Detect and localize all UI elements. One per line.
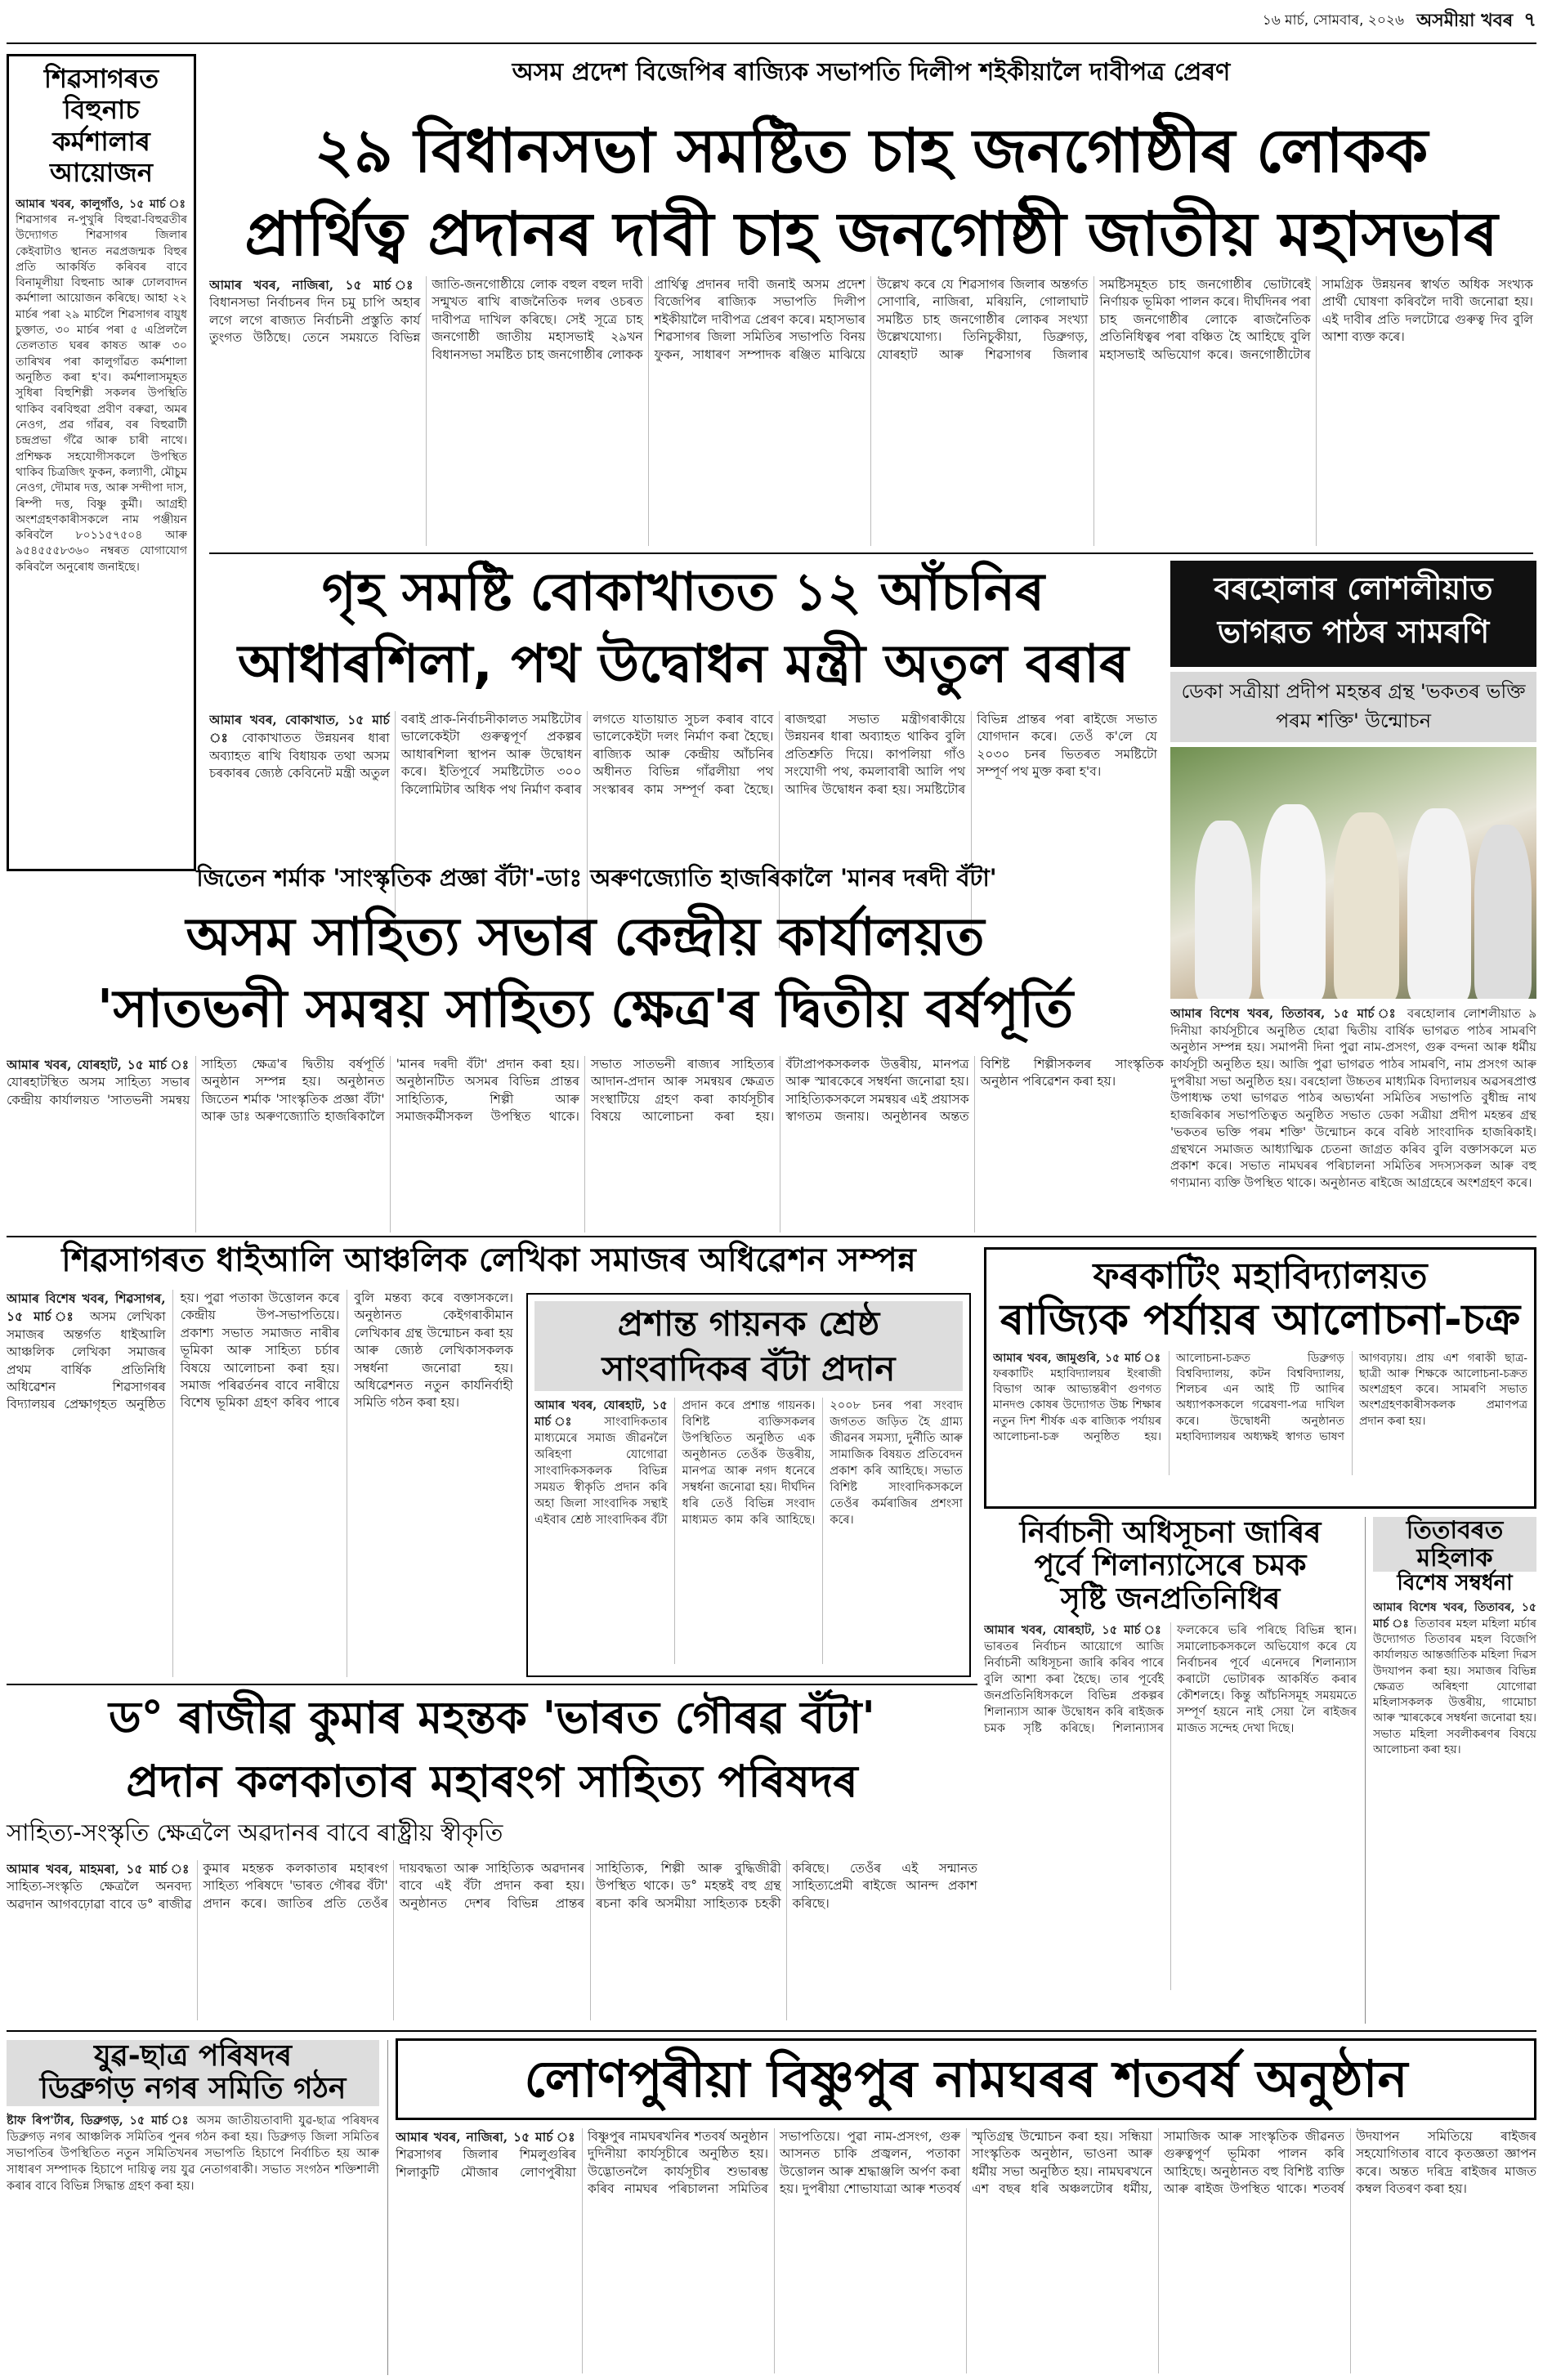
titabar-headline-2: মহিলাক	[1373, 1545, 1536, 1572]
top-story-headline-2: প্ৰাৰ্থিত্ব প্ৰদানৰ দাবী চাহ জনগোষ্ঠী জাতীয় মহাসভাৰ	[244, 199, 1498, 270]
masthead	[899, 5, 1536, 41]
farkating-story	[984, 1247, 1536, 1509]
nirbachani-headline-3: সৃষ্টি জনপ্ৰতিনিধিৰ	[1060, 1581, 1281, 1616]
barhola-photo	[1170, 747, 1536, 999]
masthead-date: ১৬ মাৰ্চ, সোমবাৰ, ২০২৬	[1262, 12, 1405, 29]
chatra-text: অসম জাতীয়তাবাদী যুৱ-ছাত্ৰ পৰিষদৰ ডিব্ৰুগড় নগৰ আঞ্চলিক সমিতিৰ পুনৰ গঠন কৰা হয়। ডিব্ৰুগড় জিলা সমিতিৰ সভাপতিৰ উপস্থিতিত নতুন সমিতিখনৰ সভাপতি হিচাপে নিৰ্বাচিত হয় আৰু সাধাৰণ সম্পাদক হিচাপে দায়িত্ব লয় যুৱ নেতাগৰাকী। সভাত সংগঠন শক্তিশালী কৰাৰ বাবে বিভিন্ন সিদ্ধান্ত গ্ৰহণ কৰা হয়।	[7, 2114, 379, 2193]
lonpuria-body	[396, 2128, 1536, 2373]
masthead-page-number: ৭	[1523, 8, 1536, 31]
farkating-text: ফৰকাটিং মহাবিদ্যালয়ৰ ইংৰাজী বিভাগ আৰু আভ্যন্তৰীণ গুণগত মানদণ্ড কোষৰ উদ্যোগত উচ্চ শিক্ষাৰ নতুন দিশ শীৰ্ষক এক ৰাজ্যিক পৰ্যায়ৰ আলোচনা-চক্ৰ অনুষ্ঠিত হয়। আলোচনা-চক্ৰত ডিব্ৰুগড় বিশ্ববিদ্যালয়, কটন বিশ্ববিদ্যালয়, শিলচৰ এন আই টি আদিৰ অধ্যাপকসকলে গৱেষণা-পত্ৰ দাখিল কৰে। উদ্বোধনী অনুষ্ঠানত মহাবিদ্যালয়ৰ অধ্যক্ষই স্বাগত ভাষণ আগবঢ়ায়। প্ৰায় এশ গৰাকী ছাত্ৰ-ছাত্ৰী আৰু শিক্ষকে আলোচনা-চক্ৰত অংশগ্ৰহণ কৰে। সামৰণি সভাত অংশগ্ৰহণকাৰীসকলক প্ৰমাণপত্ৰ প্ৰদান কৰা হয়।	[993, 1351, 1527, 1444]
barhola-headline: বৰহোলাৰ লোশলীয়াত ভাগৱত পাঠৰ সামৰণি	[1214, 570, 1493, 651]
chatra-dateline: ষ্টাফ ৰিপ'ৰ্টাৰ, ডিব্ৰুগড়, ১৫ মাৰ্চ ঃ	[7, 2113, 191, 2127]
nirbachani-body	[984, 1622, 1357, 1990]
rajib-subhead: সাহিত্য-সংস্কৃতি ক্ষেত্ৰলৈ অৱদানৰ বাবে ৰাষ্ট্ৰীয় স্বীকৃতি	[7, 1819, 503, 1846]
chatra-story	[7, 2040, 379, 2375]
person-figure	[1334, 812, 1399, 999]
top-story-text: বিধানসভা নিৰ্বাচনৰ দিন চমু চাপি অহাৰ লগে লগে ৰাজ্যত নিৰ্বাচনী প্ৰস্তুতি কাৰ্য তুংগত উঠিছে। তেনে সময়তে বিভিন্ন জাতি-জনগোষ্ঠীয়ে লোক বহুল বহুল দাবী সন্মুখত ৰাখি ৰাজনৈতিক দলৰ ওচৰত দাবীপত্ৰ দাখিল কৰিছে। সেই সূত্ৰে চাহ জনগোষ্ঠী জাতীয় মহাসভাই ২৯খন বিধানসভা সমষ্টিত চাহ জনগোষ্ঠীৰ লোকক প্ৰাৰ্থিত্ব প্ৰদানৰ দাবী জনাই অসম প্ৰদেশ বিজেপিৰ ৰাজ্যিক সভাপতি দিলীপ শইকীয়ালৈ দাবীপত্ৰ প্ৰেৰণ কৰে। মহাসভাৰ শিৱসাগৰ জিলা সমিতিৰ সভাপতি বিনয় ফুকন, সাধাৰণ সম্পাদক ৰঞ্জিত মাঝিয়ে উল্লেখ কৰে যে শিৱসাগৰ জিলাৰ অন্তৰ্গত সোণাৰি, নাজিৰা, মৰিয়নি, গোলাঘাট সমষ্টিত চাহ জনগোষ্ঠীৰ লোকৰ সংখ্যা উল্লেখযোগ্য। তিনিচুকীয়া, ডিব্ৰুগড়, যোৰহাট আৰু শিৱসাগৰ জিলাৰ সমষ্টিসমূহত চাহ জনগোষ্ঠীৰ ভোটাৰেই নিৰ্ণায়ক ভূমিকা পালন কৰে। দীৰ্ঘদিনৰ পৰা চাহ জনগোষ্ঠীৰ লোকে ৰাজনৈতিক প্ৰতিনিধিত্বৰ পৰা বঞ্চিত হৈ আহিছে বুলি মহাসভাই অভিযোগ কৰে। জনগোষ্ঠীটোৰ সামগ্ৰিক উন্নয়নৰ স্বাৰ্থত অধিক সংখ্যক প্ৰাৰ্থী ঘোষণা কৰিবলৈ দাবী জনোৱা হয়। এই দাবীৰ প্ৰতি দলটোৱে গুৰুত্ব দিব বুলি আশা ব্যক্ত কৰে।	[209, 277, 1533, 362]
top-story-dateline: আমাৰ খবৰ, নাজিৰা, ১৫ মাৰ্চ ঃ	[209, 277, 421, 293]
lekhika-text: অসম লেখিকা সমাজৰ অন্তৰ্গত ধাইআলি আঞ্চলিক লেখিকা সমাজৰ প্ৰথম বাৰ্ষিক প্ৰতিনিধি অধিৱেশন শিৱসাগৰৰ বিদ্যালয়ৰ প্ৰেক্ষাগৃহত অনুষ্ঠিত হয়। পুৱা পতাকা উত্তোলন কৰে কেন্দ্ৰীয় উপ-সভাপতিয়ে। প্ৰকাশ্য সভাত সমাজত নাৰীৰ ভূমিকা আৰু সাহিত্য চৰ্চাৰ বিষয়ে আলোচনা কৰা হয়। সমাজ পৰিৱৰ্তনৰ বাবে নাৰীয়ে বিশেষ ভূমিকা গ্ৰহণ কৰিব পাৰে বুলি মন্তব্য কৰে বক্তাসকলে। অনুষ্ঠানত কেইগৰাকীমান লেখিকাৰ গ্ৰন্থ উন্মোচন কৰা হয় আৰু জ্যেষ্ঠ লেখিকাসকলক সম্বৰ্ধনা জনোৱা হয়। অধিৱেশনত নতুন কাৰ্যনিৰ্বাহী সমিতি গঠন কৰা হয়।	[7, 1291, 513, 1412]
bokakhat-text: বোকাখাতত উন্নয়নৰ ধাৰা অব্যাহত ৰাখি বিধায়ক তথা অসম চৰকাৰৰ জ্যেষ্ঠ কেবিনেট মন্ত্ৰী অতুল বৰাই প্ৰাক-নিৰ্বাচনীকালত সমষ্টিটোৰ ভালেকেইটা গুৰুত্বপূৰ্ণ প্ৰকল্পৰ আধাৰশিলা স্থাপন আৰু উদ্বোধন কৰে। ইতিপূৰ্বে সমষ্টিটোত ৩০০ কিলোমিটাৰ অধিক পথ নিৰ্মাণ কৰাৰ লগতে যাতায়াত সুচল কৰাৰ বাবে ভালেকেইটা দলং নিৰ্মাণ কৰা হৈছে। ৰাজ্যিক আৰু কেন্দ্ৰীয় আঁচনিৰ অধীনত বিভিন্ন গাঁৱলীয়া পথ সংস্কাৰৰ কাম সম্পূৰ্ণ কৰা হৈছে। ৰাজহুৱা সভাত মন্ত্ৰীগৰাকীয়ে উন্নয়নৰ ধাৰা অব্যাহত থাকিব বুলি প্ৰতিশ্ৰুতি দিয়ে। কাপলিয়া গাঁও সংযোগী পথ, কমলাবাৰী আলি পথ আদিৰ উদ্বোধন কৰা হয়। সমষ্টিটোৰ বিভিন্ন প্ৰান্তৰ পৰা ৰাইজে সভাত যোগদান কৰে। তেওঁ ক'লে যে ২০৩০ চনৰ ভিতৰত সমষ্টিটো সম্পূৰ্ণ পথ মুক্ত কৰা হ'ব।	[209, 712, 1157, 797]
lonpuria-headline-box	[396, 2038, 1536, 2120]
rajib-text: সাহিত্য-সংস্কৃতি ক্ষেত্ৰলৈ অনবদ্য অৱদান আগবঢ়োৱা বাবে ড° ৰাজীৱ কুমাৰ মহন্তক কলকাতাৰ মহাৰংগ সাহিত্য পৰিষদে 'ভাৰত গৌৰৱ বঁটা' প্ৰদান কৰে। জাতিৰ প্ৰতি তেওঁৰ দায়বদ্ধতা আৰু সাহিত্যিক অৱদানৰ বাবে এই বঁটা প্ৰদান কৰা হয়। অনুষ্ঠানত দেশৰ বিভিন্ন প্ৰান্তৰ সাহিত্যিক, শিল্পী আৰু বুদ্ধিজীৱী উপস্থিত থাকে। ড° মহন্তই বহু গ্ৰন্থ ৰচনা কৰি অসমীয়া সাহিত্যক চহকী কৰিছে। তেওঁৰ এই সন্মানত সাহিত্যপ্ৰেমী ৰাইজে আনন্দ প্ৰকাশ কৰিছে।	[7, 1861, 977, 1912]
rajib-dateline: আমাৰ খবৰ, মাহমৰা, ১৫ মাৰ্চ ঃ	[7, 1861, 192, 1877]
barhola-headline-band	[1170, 561, 1536, 667]
masthead-paper-name: অসমীয়া খবৰ	[1416, 10, 1514, 31]
titabar-divider	[1365, 1517, 1366, 2024]
nirbachani-dateline: আমাৰ খবৰ, যোৰহাট, ১৫ মাৰ্চ ঃ	[984, 1622, 1164, 1637]
lonpuria-dateline: আমাৰ খবৰ, নাজিৰা, ১৫ মাৰ্চ ঃ	[396, 2129, 576, 2145]
rajib-headline-1: ড° ৰাজীৱ কুমাৰ মহন্তক 'ভাৰত গৌৰৱ বঁটা'	[109, 1692, 875, 1743]
left-box-headline: শিৱসাগৰত বিহুনাচ কৰ্মশালাৰ আয়োজন	[43, 63, 159, 189]
rule-before-rajib	[7, 1684, 977, 1685]
barhola-text: বৰহোলাৰ লোশলীয়াত ৯ দিনীয়া কাৰ্যসূচীৰে অনুষ্ঠিত হোৱা দ্বিতীয় বাৰ্ষিক ভাগৱত পাঠৰ সামৰণি অনুষ্ঠান সম্পন্ন হয়। সমাপনী দিনা পুৱা নাম-প্ৰসংগ, গুৰু বন্দনা আৰু ধৰ্মীয় কাৰ্যসূচী অনুষ্ঠিত হয়। আজি পুৱা ভাগৱত পাঠৰ সামৰণি, নাম প্ৰসংগ আৰু দুপৰীয়া সভা অনুষ্ঠিত হয়। বৰহোলা উচ্চতৰ মাধ্যমিক বিদ্যালয়ৰ অৱসৰপ্ৰাপ্ত উপাধ্যক্ষ তথা ভাগৱত পাঠৰ অভ্যৰ্থনা সমিতিৰ সভাপতি বুধীন্দ্ৰ নাথ হাজৰিকাৰ সভাপতিত্বত অনুষ্ঠিত সভাত ডেকা সত্ৰীয়া প্ৰদীপ মহন্তৰ গ্ৰন্থ 'ভকতৰ ভক্তি পৰম শক্তি' উন্মোচন কৰে বৰিষ্ঠ সাংবাদিক হাজৰিকাই। গ্ৰন্থখনে সমাজত আধ্যাত্মিক চেতনা জাগ্ৰত কৰিব বুলি বক্তাসকলে মত প্ৰকাশ কৰে। সভাত নামঘৰৰ পৰিচালনা সমিতিৰ সদস্যসকল আৰু বহু গণ্যমান্য ব্যক্তি উপস্থিত থাকে। অনুষ্ঠানত ৰাইজে আগ্ৰহেৰে অংশগ্ৰহণ কৰে।	[1170, 1006, 1536, 1190]
left-box-body	[16, 197, 187, 851]
bokakhat-headline-1: গৃহ সমষ্টি বোকাখাতত ১২ আঁচনিৰ	[321, 562, 1045, 623]
titabar-body	[1373, 1600, 1536, 1976]
farkating-dateline: আমাৰ খবৰ, জামুগুৰি, ১৫ মাৰ্চ ঃ	[993, 1351, 1161, 1365]
chatra-body	[7, 2113, 379, 2342]
gayanak-story	[526, 1293, 971, 1677]
gayanak-headline-1: প্ৰশান্ত গায়নক শ্ৰেষ্ঠ	[534, 1301, 963, 1346]
top-story-body	[209, 276, 1533, 546]
nirbachani-headline-1: নিৰ্বাচনী অধিসূচনা জাৰিৰ	[1019, 1516, 1322, 1550]
rajib-headline-2: প্ৰদান কলকাতাৰ মহাৰংগ সাহিত্য পৰিষদৰ	[126, 1756, 858, 1807]
gayanak-text: সাংবাদিকতাৰ মাধ্যমেৰে সমাজ জীৱনলৈ অৰিহণা যোগোৱা সাংবাদিকসকলক বিভিন্ন সময়ত স্বীকৃতি প্ৰদান কৰি অহা জিলা সাংবাদিক সন্থাই এইবাৰ শ্ৰেষ্ঠ সাংবাদিকৰ বঁটা প্ৰদান কৰে প্ৰশান্ত গায়নক। বিশিষ্ট ব্যক্তিসকলৰ উপস্থিতিত অনুষ্ঠিত এক অনুষ্ঠানত তেওঁক উত্তৰীয়, মানপত্ৰ আৰু নগদ ধনেৰে সম্বৰ্ধনা জনোৱা হয়। দীৰ্ঘদিন ধৰি তেওঁ বিভিন্ন সংবাদ মাধ্যমত কাম কৰি আহিছে। ২০০৮ চনৰ পৰা সংবাদ জগতত জড়িত হৈ গ্ৰাম্য জীৱনৰ সমস্যা, দুৰ্নীতি আৰু সামাজিক বিষয়ত প্ৰতিবেদন প্ৰকাশ কৰি আহিছে। সভাত বিশিষ্ট সাংবাদিকসকলে তেওঁৰ কৰ্মৰাজিৰ প্ৰশংসা কৰে।	[534, 1399, 963, 1528]
rule-before-bottom	[7, 2030, 1536, 2032]
bokakhat-dateline: আমাৰ খবৰ, বোকাখাত, ১৫ মাৰ্চ ঃ	[209, 712, 390, 746]
lonpuria-text: শিৱসাগৰ জিলাৰ শিমলুগুৰিৰ শিলাকুটি মৌজাৰ লোণপুৰীয়া বিষ্ণুপুৰ নামঘৰখনিৰ শতবৰ্ষ অনুষ্ঠান দুদিনীয়া কাৰ্যসূচীৰে অনুষ্ঠিত হয়। উদ্ভোতনলৈ কাৰ্যসূচীৰ শুভাৰম্ভ কৰিব নামঘৰ পৰিচালনা সমিতিৰ সভাপতিয়ে। পুৱা নাম-প্ৰসংগ, গুৰু আসনত চাকি প্ৰজ্বলন, পতাকা উত্তোলন আৰু শ্ৰদ্ধাঞ্জলি অৰ্পণ কৰা হয়। দুপৰীয়া শোভাযাত্ৰা আৰু শতবৰ্ষ স্মৃতিগ্ৰন্থ উন্মোচন কৰা হয়। সন্ধিয়া সাংস্কৃতিক অনুষ্ঠান, ভাওনা আৰু ধৰ্মীয় সভা অনুষ্ঠিত হয়। নামঘৰখনে এশ বছৰ ধৰি অঞ্চলটোৰ ধৰ্মীয়, সামাজিক আৰু সাংস্কৃতিক জীৱনত গুৰুত্বপূৰ্ণ ভূমিকা পালন কৰি আহিছে। অনুষ্ঠানত বহু বিশিষ্ট ব্যক্তি আৰু ৰাইজ উপস্থিত থাকে। শতবৰ্ষ উদযাপন সমিতিয়ে ৰাইজৰ সহযোগিতাৰ বাবে কৃতজ্ঞতা জ্ঞাপন কৰে। অন্তত দৰিদ্ৰ ৰাইজৰ মাজত কম্বল বিতৰণ কৰা হয়।	[396, 2129, 1536, 2197]
nirbachani-story	[984, 1517, 1357, 2024]
person-figure	[1407, 808, 1471, 999]
barhola-subhead: ডেকা সত্ৰীয়া প্ৰদীপ মহন্তৰ গ্ৰন্থ 'ভকতৰ ভক্তি পৰম শক্তি' উন্মোচন	[1181, 680, 1526, 732]
awards-kicker: জিতেন শৰ্মাক 'সাংস্কৃতিক প্ৰজ্ঞা বঁটা'-ডাঃ অৰুণজ্যোতি হাজৰিকালৈ 'মানৰ দৰদী বঁটা'	[196, 864, 997, 892]
sahitya-body	[7, 1056, 1164, 1232]
person-figure	[1195, 821, 1252, 999]
titabar-dateline: আমাৰ বিশেষ খবৰ, তিতাবৰ, ১৫ মাৰ্চ ঃ	[1373, 1601, 1536, 1631]
nirbachani-text: ভাৰতৰ নিৰ্বাচন আয়োগে আজি নিৰ্বাচনী অধিসূচনা জাৰি কৰিব পাৰে বুলি আশা কৰা হৈছে। তাৰ পূৰ্বেই জনপ্ৰতিনিধিসকলে বিভিন্ন প্ৰকল্পৰ শিলান্যাস আৰু উদ্বোধন কৰি ৰাইজক চমক সৃষ্টি কৰিছে। শিলান্যাসৰ ফলকেৰে ভৰি পৰিছে বিভিন্ন স্থান। সমালোচকসকলে অভিযোগ কৰে যে নিৰ্বাচনৰ পূৰ্বে এনেদৰে শিলান্যাস কৰাটো ভোটাৰক আকৰ্ষিত কৰাৰ কৌশলহে। কিন্তু আঁচনিসমূহ সময়মতে সম্পূৰ্ণ হয়নে নাই সেয়া লৈ ৰাইজৰ মাজত সন্দেহ দেখা দিছে।	[984, 1623, 1357, 1735]
chatra-headline-2: ডিব্ৰুগড় নগৰ সমিতি গঠন	[7, 2073, 379, 2105]
person-figure	[1260, 804, 1326, 999]
gayanak-dateline: আমাৰ খবৰ, যোৰহাট, ১৫ মাৰ্চ ঃ	[534, 1398, 668, 1429]
lekhika-dateline: আমাৰ বিশেষ খবৰ, শিৱসাগৰ, ১৫ মাৰ্চ ঃ	[7, 1291, 166, 1325]
gayanak-body	[534, 1398, 963, 1664]
lekhika-headline: শিৱসাগৰত ধাইআলি আঞ্চলিক লেখিকা সমাজৰ অধিৱেশন সম্পন্ন	[61, 1241, 916, 1279]
sahitya-text: যোৰহাটস্থিত অসম সাহিত্য সভাৰ কেন্দ্ৰীয় কাৰ্যালয়ত 'সাতভনী সমন্বয় সাহিত্য ক্ষেত্ৰ'ৰ দ্বিতীয় বৰ্ষপূৰ্তি অনুষ্ঠান সম্পন্ন হয়। অনুষ্ঠানত জিতেন শৰ্মাক 'সাংস্কৃতিক প্ৰজ্ঞা বঁটা' আৰু ডাঃ অৰুণজ্যোতি হাজৰিকালৈ 'মানৰ দৰদী বঁটা' প্ৰদান কৰা হয়। অনুষ্ঠানটিত অসমৰ বিভিন্ন প্ৰান্তৰ সাহিত্যিক, শিল্পী আৰু সমাজকৰ্মীসকল উপস্থিত থাকে। সভাত সাতভনী ৰাজ্যৰ সাহিত্যৰ আদান-প্ৰদান আৰু সমন্বয়ৰ ক্ষেত্ৰত সংস্থাটিয়ে গ্ৰহণ কৰা কাৰ্যসূচীৰ বিষয়ে আলোচনা কৰা হয়। বঁটাপ্ৰাপকসকলক উত্তৰীয়, মানপত্ৰ আৰু স্মাৰকেৰে সম্বৰ্ধনা জনোৱা হয়। সাহিত্যিকসকলে সমন্বয়ৰ এই প্ৰয়াসক স্বাগতম জনায়। অনুষ্ঠানৰ অন্তত বিশিষ্ট শিল্পীসকলৰ সাংস্কৃতিক অনুষ্ঠান পৰিৱেশন কৰা হয়।	[7, 1057, 1164, 1125]
left-box-story	[7, 54, 196, 871]
titabar-headline-3: বিশেষ সম্বৰ্ধনা	[1397, 1571, 1513, 1596]
nirbachani-headline-2: পূৰ্বে শিলান্যাসেৰে চমক	[1034, 1549, 1307, 1583]
top-story-headline-1: ২৯ বিধানসভা সমষ্টিত চাহ জনগোষ্ঠীৰ লোকক	[314, 116, 1429, 186]
bokakhat-headline-2: আধাৰশিলা, পথ উদ্বোধন মন্ত্ৰী অতুল বৰাৰ	[237, 634, 1129, 695]
rajib-body	[7, 1860, 977, 2020]
left-box-dateline: আমাৰ খবৰ, কালুগাঁও, ১৫ মাৰ্চ ঃ	[16, 197, 187, 211]
farkating-headline-1: ফৰকাটিং মহাবিদ্যালয়ত	[1093, 1255, 1428, 1297]
farkating-body	[993, 1351, 1527, 1475]
titabar-text: তিতাবৰ মহল মহিলা মৰ্চাৰ উদ্যোগত তিতাবৰ মহল বিজেপি কাৰ্যালয়ত আন্তৰ্জাতিক মহিলা দিৱস উদযাপন কৰা হয়। সমাজৰ বিভিন্ন ক্ষেত্ৰত অৰিহণা যোগোৱা মহিলাসকলক উত্তৰীয়, গামোচা আৰু স্মাৰকেৰে সম্বৰ্ধনা জনোৱা হয়। সভাত মহিলা সবলীকৰণৰ বিষয়ে আলোচনা কৰা হয়।	[1373, 1617, 1536, 1757]
lekhika-body	[7, 1290, 513, 1677]
barhola-subhead-band	[1170, 672, 1536, 742]
sahitya-dateline: আমাৰ খবৰ, যোৰহাট, ১৫ মাৰ্চ ঃ	[7, 1057, 190, 1072]
left-box-text: শিৱসাগৰ ন-পুখুৰি বিহুৱা-বিহুৱতীৰ উদ্যোগত শিৱসাগৰ জিলাৰ কেইবাটাও স্থানত নৱপ্ৰজন্মক বিহুৰ প্ৰতি আকৰ্ষিত কৰিবৰ বাবে বিনামূলীয়া বিহুনাচ আৰু ঢোলবাদন কৰ্মশালা আয়োজন কৰিছে। আহা ২২ মাৰ্চৰ পৰা ২৯ মাৰ্চলৈ শিৱসাগৰ বায়ুধ চুক্তাত, ৩০ মাৰ্চৰ পৰা ৫ এপ্ৰিললৈ তেলতাত ঘৰৰ কাষত আৰু ৩০ তাৰিখৰ পৰা কালুগাঁৱত কৰ্মশালা অনুষ্ঠিত কৰা হ'ব। কৰ্মশালাসমূহত সুধিৰা বিহুশিল্পী সকলৰ উপস্থিতি থাকিব বৰবিহুৱা প্ৰবীণ বৰুৱা, অমৰ নেওগ, প্ৰৱ গাঁৱৰ, বৰ বিহুৱাটী চন্দ্ৰপ্ৰভা গঁৱৈ আৰু চাৰী নাথে। প্ৰশিক্ষক সহযোগীসকলে উপস্থিত থাকিব চিত্ৰজিৎ ফুকন, কল্যাণী, মৌচুম নেওগ, দৌমাৰ দত্ত, আৰু সন্দীপা দাস, ৰিম্পী দত্ত, বিষ্ণু কুৰ্মী। আগ্ৰহী অংশগ্ৰহণকাৰীসকলে নাম পঞ্জীয়ন কৰিবলৈ ৮০১১৫৭৫০৪ আৰু ৯৫৪৫৫৫৮৩৬০ নম্বৰত যোগাযোগ কৰিবলৈ অনুৰোধ জনাইছে।	[16, 212, 187, 574]
person-figure	[1474, 825, 1532, 999]
gayanak-headline-2: সাংবাদিকৰ বঁটা প্ৰদান	[534, 1346, 963, 1391]
titabar-headline-1: তিতাবৰত	[1373, 1517, 1536, 1545]
sahitya-headline-2: 'সাতভনী সমন্বয় সাহিত্য ক্ষেত্ৰ'ৰ দ্বিতীয় বৰ্ষপূৰ্তি	[96, 979, 1074, 1040]
masthead-rule	[7, 42, 1536, 44]
farkating-headline-2: ৰাজ্যিক পৰ্যায়ৰ আলোচনা-চক্ৰ	[1000, 1295, 1521, 1345]
chatra-headline-1: যুৱ-ছাত্ৰ পৰিষদৰ	[7, 2040, 379, 2073]
lonpuria-divider	[387, 2040, 388, 2375]
lonpuria-headline: লোণপুৰীয়া বিষ্ণুপুৰ নামঘৰৰ শতবৰ্ষ অনুষ্ঠান	[524, 2049, 1408, 2109]
titabar-story	[1373, 1517, 1536, 2024]
rule-after-top	[209, 552, 1533, 554]
rule-after-sahitya	[7, 1236, 1536, 1237]
barhola-dateline: আমাৰ বিশেষ খবৰ, তিতাবৰ, ১৫ মাৰ্চ ঃ	[1170, 1006, 1400, 1021]
top-story-kicker: অসম প্ৰদেশ বিজেপিৰ ৰাজ্যিক সভাপতি দিলীপ শইকীয়ালৈ দাবীপত্ৰ প্ৰেৰণ	[512, 58, 1231, 87]
sahitya-headline-1: অসম সাহিত্য সভাৰ কেন্দ্ৰীয় কাৰ্যালয়ত	[186, 907, 985, 968]
